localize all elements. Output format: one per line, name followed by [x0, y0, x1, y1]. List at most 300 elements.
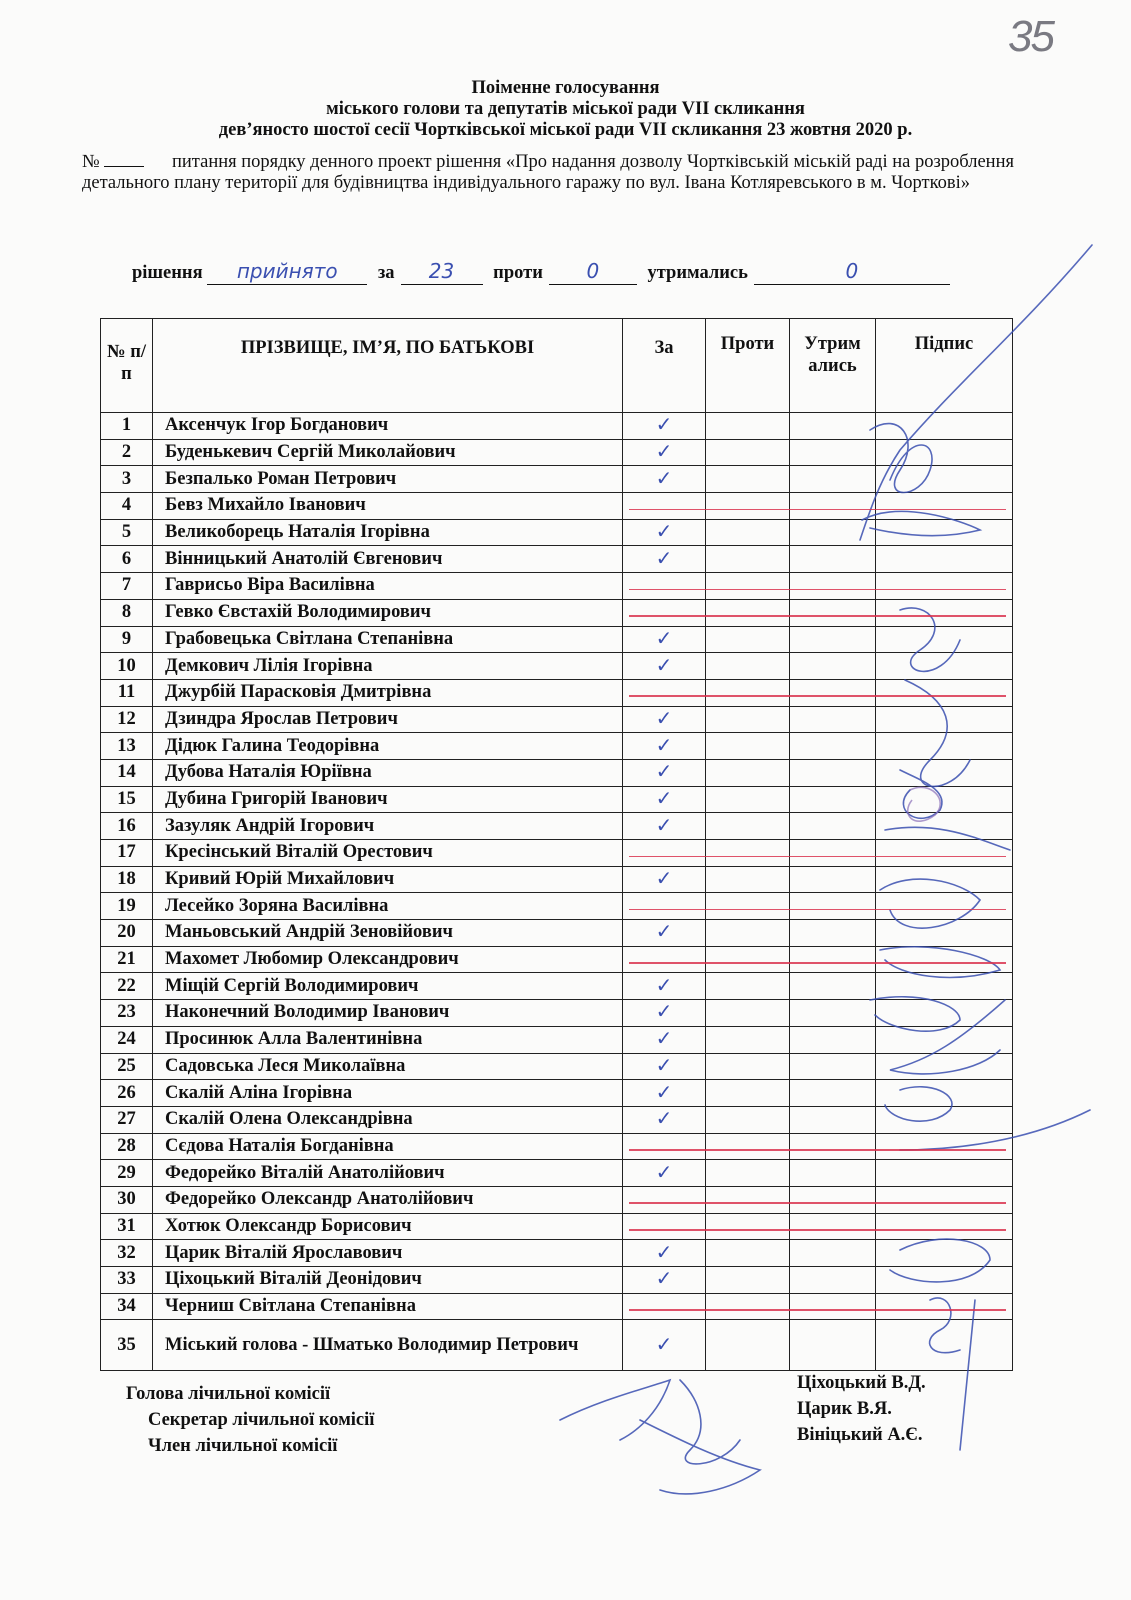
- row-vote-for: [623, 786, 706, 813]
- row-signature: [876, 813, 1013, 840]
- row-vote-abstained: [790, 599, 876, 626]
- row-vote-abstained: [790, 1293, 876, 1320]
- row-signature: [876, 893, 1013, 920]
- row-name: Дубова Наталія Юріївна: [153, 759, 623, 786]
- strike-line: [629, 1202, 1007, 1204]
- row-name: Дідюк Галина Теодорівна: [153, 733, 623, 760]
- row-number: 4: [101, 493, 153, 520]
- row-vote-for: [623, 1213, 706, 1240]
- row-number: 13: [101, 733, 153, 760]
- table-row: [101, 973, 1013, 1000]
- row-number: 33: [101, 1267, 153, 1294]
- row-name: Лесейко Зоряна Василівна: [153, 893, 623, 920]
- row-vote-for: [623, 626, 706, 653]
- row-vote-for: [623, 1133, 706, 1160]
- check-mark-icon: ✓: [655, 972, 673, 997]
- table-row: [101, 1106, 1013, 1133]
- check-mark-icon: ✓: [655, 545, 673, 570]
- check-mark-icon: ✓: [655, 732, 673, 757]
- row-signature: [876, 493, 1013, 520]
- document-title: [0, 78, 1131, 141]
- row-name: Грабовецька Світлана Степанівна: [153, 626, 623, 653]
- table-row: [101, 519, 1013, 546]
- row-vote-against: [706, 573, 790, 600]
- title-line-2: міського голови та депутатів міської ради VII скликання: [326, 99, 805, 119]
- check-mark-icon: ✓: [655, 785, 673, 810]
- row-name: Великоборець Наталія Ігорівна: [153, 519, 623, 546]
- row-vote-against: [706, 493, 790, 520]
- row-vote-abstained: [790, 920, 876, 947]
- row-vote-against: [706, 1133, 790, 1160]
- row-name: Гевко Євстахій Володимирович: [153, 599, 623, 626]
- row-vote-against: [706, 1080, 790, 1107]
- row-vote-abstained: [790, 493, 876, 520]
- row-signature: [876, 706, 1013, 733]
- row-number: 21: [101, 946, 153, 973]
- row-vote-against: [706, 973, 790, 1000]
- for-label: за: [377, 263, 395, 283]
- strike-line: [629, 615, 1007, 617]
- row-number: 28: [101, 1133, 153, 1160]
- row-vote-against: [706, 1000, 790, 1027]
- row-number: 12: [101, 706, 153, 733]
- table-row: [101, 599, 1013, 626]
- strike-line: [629, 509, 1007, 511]
- row-vote-abstained: [790, 706, 876, 733]
- row-name: Просинюк Алла Валентинівна: [153, 1026, 623, 1053]
- row-vote-abstained: [790, 626, 876, 653]
- check-mark-icon: ✓: [655, 999, 673, 1024]
- row-vote-against: [706, 439, 790, 466]
- strike-line: [629, 695, 1007, 697]
- row-name: Джурбій Парасковія Дмитрівна: [153, 679, 623, 706]
- table-row: [101, 1053, 1013, 1080]
- row-name: Міщій Сергій Володимирович: [153, 973, 623, 1000]
- row-name: Міський голова - Шматько Володимир Петрович: [153, 1320, 623, 1371]
- row-vote-against: [706, 1053, 790, 1080]
- row-name: Скалій Аліна Ігорівна: [153, 1080, 623, 1107]
- table-row: [101, 413, 1013, 440]
- header-against: Проти: [706, 319, 790, 413]
- row-vote-for: [623, 546, 706, 573]
- header-signature: Підпис: [876, 319, 1013, 413]
- table-row: [101, 626, 1013, 653]
- page-number: 35: [1008, 12, 1053, 61]
- table-row: [101, 466, 1013, 493]
- row-name: Аксенчук Ігор Богданович: [153, 413, 623, 440]
- table-row: [101, 439, 1013, 466]
- row-name: Бевз Михайло Іванович: [153, 493, 623, 520]
- row-vote-against: [706, 840, 790, 867]
- row-vote-for: [623, 1267, 706, 1294]
- row-vote-against: [706, 519, 790, 546]
- check-mark-icon: ✓: [655, 1052, 673, 1077]
- row-name: Дзиндра Ярослав Петрович: [153, 706, 623, 733]
- row-vote-for: [623, 1240, 706, 1267]
- abstained-count: 0: [754, 262, 950, 285]
- row-name: Кресінський Віталій Орестович: [153, 840, 623, 867]
- row-vote-against: [706, 733, 790, 760]
- row-vote-abstained: [790, 1053, 876, 1080]
- row-signature: [876, 466, 1013, 493]
- check-mark-icon: ✓: [655, 705, 673, 730]
- row-vote-abstained: [790, 653, 876, 680]
- strike-line: [629, 909, 1007, 911]
- row-vote-for: [623, 653, 706, 680]
- row-name: Садовська Леся Миколаївна: [153, 1053, 623, 1080]
- row-vote-against: [706, 1267, 790, 1294]
- row-vote-for: [623, 973, 706, 1000]
- table-row: [101, 573, 1013, 600]
- row-name: Гаврисьо Віра Василівна: [153, 573, 623, 600]
- row-vote-for: [623, 813, 706, 840]
- row-signature: [876, 546, 1013, 573]
- row-name: Федорейко Олександр Анатолійович: [153, 1186, 623, 1213]
- header-for: За: [623, 319, 706, 413]
- check-mark-icon: ✓: [655, 465, 673, 490]
- row-vote-against: [706, 1106, 790, 1133]
- row-vote-abstained: [790, 1133, 876, 1160]
- row-vote-abstained: [790, 573, 876, 600]
- row-vote-for: [623, 920, 706, 947]
- row-name: Махомет Любомир Олександрович: [153, 946, 623, 973]
- row-number: 10: [101, 653, 153, 680]
- row-signature: [876, 973, 1013, 1000]
- row-number: 30: [101, 1186, 153, 1213]
- row-vote-for: [623, 1106, 706, 1133]
- check-mark-icon: ✓: [655, 412, 673, 437]
- row-name: Царик Віталій Ярославович: [153, 1240, 623, 1267]
- row-number: 32: [101, 1240, 153, 1267]
- title-line-1: Поіменне голосування: [471, 78, 660, 98]
- row-signature: [876, 840, 1013, 867]
- table-row: [101, 759, 1013, 786]
- row-vote-abstained: [790, 786, 876, 813]
- row-vote-against: [706, 599, 790, 626]
- row-number: 11: [101, 679, 153, 706]
- row-vote-against: [706, 706, 790, 733]
- row-name: Дубина Григорій Іванович: [153, 786, 623, 813]
- row-number: 15: [101, 786, 153, 813]
- strike-line: [629, 589, 1007, 591]
- row-number: 22: [101, 973, 153, 1000]
- table-row: [101, 1080, 1013, 1107]
- row-vote-abstained: [790, 546, 876, 573]
- table-row: [101, 706, 1013, 733]
- header-abstained: Утримались: [790, 319, 876, 413]
- row-number: 9: [101, 626, 153, 653]
- table-row: [101, 920, 1013, 947]
- row-signature: [876, 1213, 1013, 1240]
- row-vote-against: [706, 413, 790, 440]
- row-signature: [876, 653, 1013, 680]
- row-name: Скалій Олена Олександрівна: [153, 1106, 623, 1133]
- question-number: №: [82, 152, 172, 173]
- row-vote-for: [623, 679, 706, 706]
- row-name: Вінницький Анатолій Євгенович: [153, 546, 623, 573]
- row-vote-for: [623, 1293, 706, 1320]
- row-vote-abstained: [790, 1320, 876, 1371]
- row-signature: [876, 413, 1013, 440]
- row-vote-against: [706, 1320, 790, 1371]
- row-name: Демкович Лілія Ігорівна: [153, 653, 623, 680]
- row-vote-against: [706, 1186, 790, 1213]
- row-signature: [876, 439, 1013, 466]
- table-row: [101, 546, 1013, 573]
- table-row: [101, 840, 1013, 867]
- row-signature: [876, 1293, 1013, 1320]
- table-row: [101, 679, 1013, 706]
- name-secretary: Царик В.Я.: [797, 1399, 892, 1419]
- row-vote-abstained: [790, 1080, 876, 1107]
- row-signature: [876, 946, 1013, 973]
- check-mark-icon: ✓: [655, 919, 673, 944]
- name-member: Вініцький А.Є.: [797, 1425, 923, 1445]
- row-number: 14: [101, 759, 153, 786]
- row-vote-against: [706, 946, 790, 973]
- check-mark-icon: ✓: [655, 625, 673, 650]
- check-mark-icon: ✓: [655, 1106, 673, 1131]
- row-vote-for: [623, 759, 706, 786]
- row-name: Наконечний Володимир Іванович: [153, 1000, 623, 1027]
- row-vote-for: [623, 706, 706, 733]
- row-vote-abstained: [790, 866, 876, 893]
- title-line-3: дев’яносто шостої сесії Чортківської міської ради VII скликання 23 жовтня 2020 р.: [218, 120, 913, 140]
- check-mark-icon: ✓: [655, 1266, 673, 1291]
- table-row: [101, 786, 1013, 813]
- strike-line: [629, 1229, 1007, 1231]
- row-vote-for: [623, 1000, 706, 1027]
- row-name: Федорейко Віталій Анатолійович: [153, 1160, 623, 1187]
- row-vote-for: [623, 1186, 706, 1213]
- row-vote-for: [623, 946, 706, 973]
- row-vote-against: [706, 626, 790, 653]
- row-signature: [876, 1160, 1013, 1187]
- check-mark-icon: ✓: [655, 759, 673, 784]
- row-vote-for: [623, 893, 706, 920]
- row-vote-for: [623, 439, 706, 466]
- row-number: 8: [101, 599, 153, 626]
- role-member: Член лічильної комісії: [148, 1436, 338, 1456]
- row-signature: [876, 679, 1013, 706]
- row-vote-abstained: [790, 733, 876, 760]
- question-text: питання порядку денного проект рішення «Про надання дозволу Чортківській міській раді на розроблення детального плану території для будівництва індивідуального гаражу по вул. Івана Котляревського в м. Чорткові»: [82, 152, 1014, 193]
- table-row: [101, 813, 1013, 840]
- vote-table: [100, 318, 1013, 1371]
- row-vote-against: [706, 1160, 790, 1187]
- row-vote-abstained: [790, 439, 876, 466]
- row-signature: [876, 626, 1013, 653]
- row-vote-against: [706, 546, 790, 573]
- row-vote-against: [706, 1026, 790, 1053]
- row-vote-abstained: [790, 893, 876, 920]
- strike-line: [629, 1309, 1007, 1311]
- header-number: № п/п: [101, 319, 153, 413]
- agenda-question: [82, 152, 1042, 194]
- row-vote-for: [623, 1320, 706, 1371]
- table-header-row: [101, 319, 1013, 413]
- row-number: 3: [101, 466, 153, 493]
- table-row: [101, 1186, 1013, 1213]
- row-vote-for: [623, 1053, 706, 1080]
- commission-roles: [126, 1381, 374, 1459]
- row-vote-for: [623, 866, 706, 893]
- row-vote-against: [706, 653, 790, 680]
- row-vote-for: [623, 733, 706, 760]
- check-mark-icon: ✓: [655, 1026, 673, 1051]
- row-signature: [876, 786, 1013, 813]
- row-name: Кривий Юрій Михайлович: [153, 866, 623, 893]
- row-vote-for: [623, 840, 706, 867]
- row-number: 25: [101, 1053, 153, 1080]
- table-row: [101, 866, 1013, 893]
- table-row: [101, 733, 1013, 760]
- row-vote-against: [706, 1240, 790, 1267]
- strike-line: [629, 856, 1007, 858]
- row-number: 6: [101, 546, 153, 573]
- row-signature: [876, 1267, 1013, 1294]
- row-vote-against: [706, 920, 790, 947]
- table-row: [101, 1000, 1013, 1027]
- row-name: Безпалько Роман Петрович: [153, 466, 623, 493]
- row-vote-abstained: [790, 519, 876, 546]
- header-name: ПРІЗВИЩЕ, ІМ’Я, ПО БАТЬКОВІ: [153, 319, 623, 413]
- row-vote-for: [623, 573, 706, 600]
- row-vote-abstained: [790, 1106, 876, 1133]
- row-number: 27: [101, 1106, 153, 1133]
- row-number: 2: [101, 439, 153, 466]
- row-vote-against: [706, 679, 790, 706]
- row-vote-abstained: [790, 759, 876, 786]
- row-number: 24: [101, 1026, 153, 1053]
- table-row: [101, 946, 1013, 973]
- row-vote-abstained: [790, 1267, 876, 1294]
- row-vote-for: [623, 466, 706, 493]
- row-signature: [876, 1133, 1013, 1160]
- row-number: 29: [101, 1160, 153, 1187]
- row-signature: [876, 519, 1013, 546]
- decision-summary: [132, 259, 1012, 285]
- row-number: 23: [101, 1000, 153, 1027]
- row-name: Черниш Світлана Степанівна: [153, 1293, 623, 1320]
- row-vote-abstained: [790, 1186, 876, 1213]
- row-vote-against: [706, 1293, 790, 1320]
- check-mark-icon: ✓: [655, 439, 673, 464]
- row-vote-abstained: [790, 1213, 876, 1240]
- row-vote-abstained: [790, 466, 876, 493]
- row-number: 17: [101, 840, 153, 867]
- name-chair: Ціхоцький В.Д.: [797, 1373, 926, 1393]
- decision-label: рішення: [132, 263, 203, 283]
- row-vote-for: [623, 519, 706, 546]
- table-row: [101, 1026, 1013, 1053]
- check-mark-icon: ✓: [655, 1079, 673, 1104]
- table-row: [101, 1320, 1013, 1371]
- row-number: 19: [101, 893, 153, 920]
- table-row: [101, 1293, 1013, 1320]
- row-signature: [876, 1026, 1013, 1053]
- row-signature: [876, 599, 1013, 626]
- against-label: проти: [493, 263, 543, 283]
- row-signature: [876, 1320, 1013, 1371]
- check-mark-icon: ✓: [655, 1159, 673, 1184]
- row-vote-abstained: [790, 1240, 876, 1267]
- row-vote-abstained: [790, 840, 876, 867]
- row-vote-for: [623, 413, 706, 440]
- table-row: [101, 1160, 1013, 1187]
- row-vote-against: [706, 866, 790, 893]
- row-signature: [876, 1000, 1013, 1027]
- row-signature: [876, 1240, 1013, 1267]
- row-number: 34: [101, 1293, 153, 1320]
- table-row: [101, 893, 1013, 920]
- row-vote-against: [706, 1213, 790, 1240]
- row-name: Маньовський Андрій Зеновійович: [153, 920, 623, 947]
- check-mark-icon: ✓: [655, 1331, 673, 1356]
- commission-names: [797, 1370, 926, 1448]
- table-row: [101, 1240, 1013, 1267]
- row-vote-abstained: [790, 679, 876, 706]
- table-row: [101, 653, 1013, 680]
- row-number: 20: [101, 920, 153, 947]
- row-name: Сєдова Наталія Богданівна: [153, 1133, 623, 1160]
- row-vote-abstained: [790, 1160, 876, 1187]
- row-vote-abstained: [790, 946, 876, 973]
- role-chair: Голова лічильної комісії: [126, 1384, 331, 1404]
- row-signature: [876, 759, 1013, 786]
- row-number: 31: [101, 1213, 153, 1240]
- check-mark-icon: ✓: [655, 652, 673, 677]
- row-signature: [876, 733, 1013, 760]
- row-number: 7: [101, 573, 153, 600]
- table-row: [101, 1133, 1013, 1160]
- table-row: [101, 493, 1013, 520]
- row-vote-for: [623, 1026, 706, 1053]
- row-signature: [876, 1080, 1013, 1107]
- row-vote-for: [623, 1080, 706, 1107]
- row-vote-against: [706, 893, 790, 920]
- row-number: 26: [101, 1080, 153, 1107]
- row-signature: [876, 573, 1013, 600]
- row-number: 35: [101, 1320, 153, 1371]
- row-signature: [876, 866, 1013, 893]
- row-vote-abstained: [790, 1000, 876, 1027]
- strike-line: [629, 962, 1007, 964]
- strike-line: [629, 1149, 1007, 1151]
- row-signature: [876, 1186, 1013, 1213]
- row-name: Зазуляк Андрій Ігорович: [153, 813, 623, 840]
- row-vote-abstained: [790, 1026, 876, 1053]
- row-vote-against: [706, 759, 790, 786]
- table-row: [101, 1267, 1013, 1294]
- decision-value: прийнято: [207, 262, 367, 285]
- check-mark-icon: ✓: [655, 1239, 673, 1264]
- row-vote-for: [623, 599, 706, 626]
- row-name: Ціхоцький Віталій Деонідович: [153, 1267, 623, 1294]
- abstained-label: утримались: [647, 263, 748, 283]
- row-vote-against: [706, 466, 790, 493]
- against-count: 0: [549, 262, 637, 285]
- row-vote-for: [623, 1160, 706, 1187]
- row-vote-abstained: [790, 413, 876, 440]
- row-vote-abstained: [790, 973, 876, 1000]
- row-vote-against: [706, 813, 790, 840]
- row-vote-for: [623, 493, 706, 520]
- for-count: 23: [401, 262, 483, 285]
- row-signature: [876, 1053, 1013, 1080]
- check-mark-icon: ✓: [655, 866, 673, 891]
- row-number: 5: [101, 519, 153, 546]
